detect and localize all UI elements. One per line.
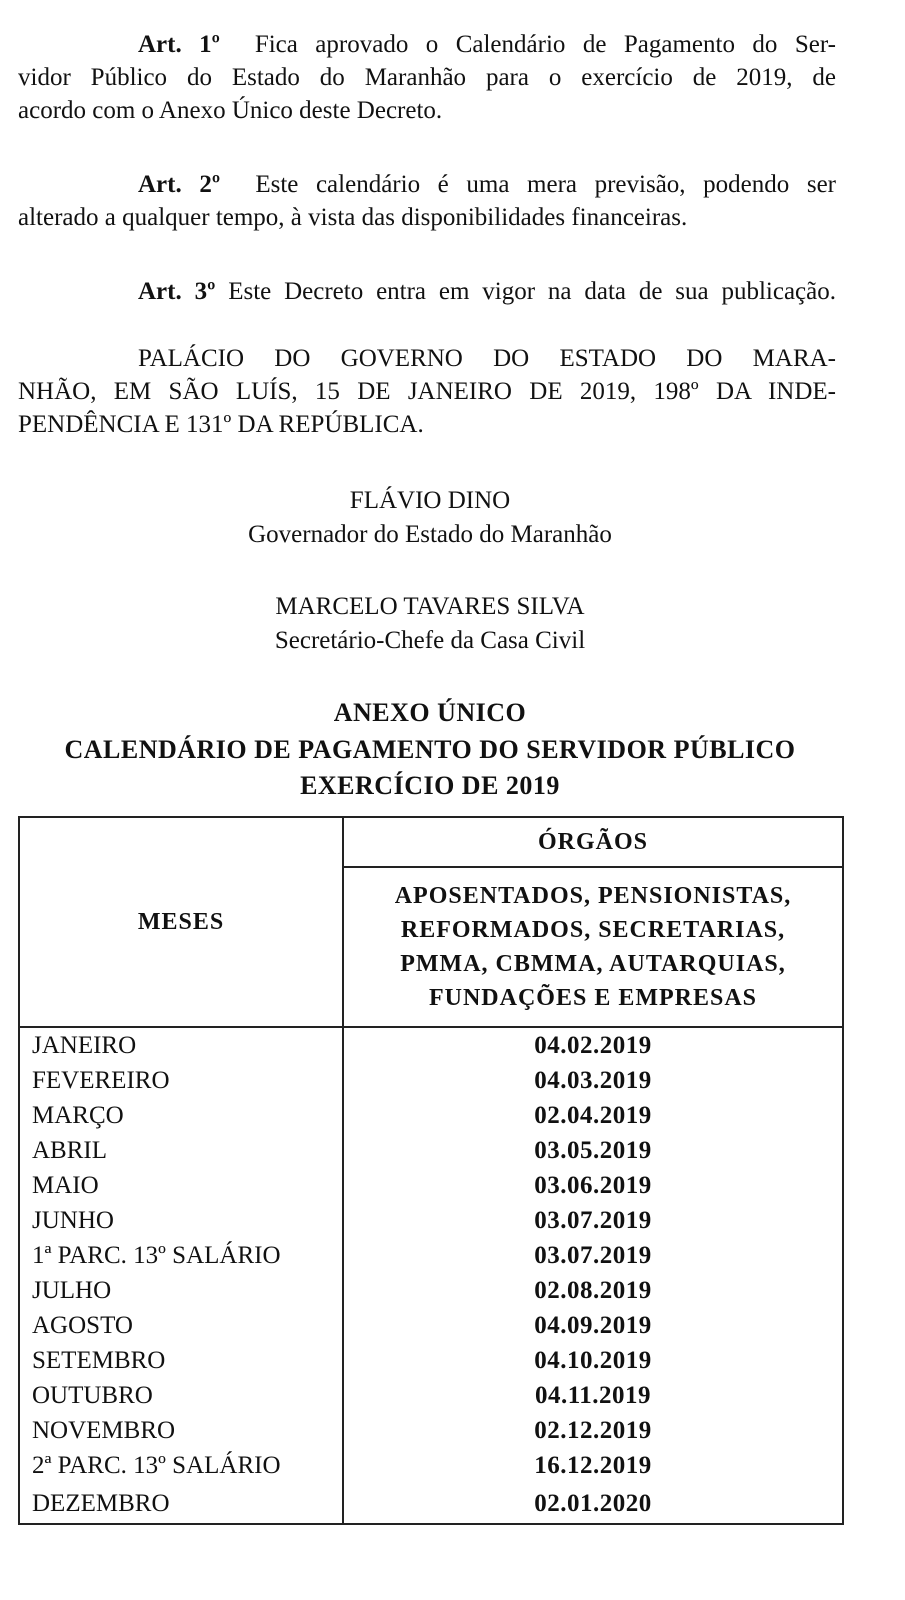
row-month: JUNHO (19, 1203, 343, 1238)
column-header-line-4: FUNDAÇÕES E EMPRESAS (428, 985, 758, 1011)
table-row (19, 1238, 843, 1273)
signature-governor-name: FLÁVIO DINO (349, 487, 511, 514)
row-date: 03.07.2019 (343, 1238, 843, 1273)
annex-year: EXERCÍCIO DE 2019 (300, 771, 560, 800)
row-date: 04.09.2019 (343, 1308, 843, 1343)
article-1-label: Art. 1º (138, 31, 220, 58)
column-header-line-3: PMMA, CBMMA, AUTARQUIAS, (400, 951, 786, 977)
table-row (19, 1308, 843, 1343)
article-2-label: Art. 2º (138, 171, 221, 198)
article-3 (18, 275, 836, 308)
table-row (19, 1027, 843, 1063)
row-month: JULHO (19, 1273, 343, 1308)
row-date: 02.04.2019 (343, 1098, 843, 1133)
table-row (19, 1203, 843, 1238)
row-month: ABRIL (19, 1133, 343, 1168)
article-3-text-1: Este Decreto entra em vigor na data de sua publicação. (228, 278, 837, 305)
article-1 (18, 28, 836, 127)
table-row (19, 1343, 843, 1378)
table-row (19, 1273, 843, 1308)
row-date: 02.01.2020 (343, 1483, 843, 1524)
row-month: MAIO (19, 1168, 343, 1203)
article-2-text-1: Este calendário é uma mera previsão, podendo ser (255, 171, 837, 198)
payment-calendar-table (18, 816, 844, 1525)
row-date: 16.12.2019 (343, 1448, 843, 1483)
row-date: 02.12.2019 (343, 1413, 843, 1448)
article-2-line-2: alterado a qualquer tempo, à vista das disponibilidades financeiras. (18, 204, 688, 231)
table-row (19, 1413, 843, 1448)
table-row (19, 1168, 843, 1203)
row-month: OUTUBRO (19, 1378, 343, 1413)
article-1-line-3: acordo com o Anexo Único deste Decreto. (18, 97, 443, 124)
article-3-line-1 (18, 275, 836, 308)
annex-subtitle: CALENDÁRIO DE PAGAMENTO DO SERVIDOR PÚBLICO (64, 735, 796, 764)
meses-header: MESES (19, 817, 343, 1027)
row-date: 03.06.2019 (343, 1168, 843, 1203)
row-month: JANEIRO (19, 1027, 343, 1063)
table-row (19, 1133, 843, 1168)
row-month: FEVEREIRO (19, 1063, 343, 1098)
article-1-line-2: vidor Público do Estado do Maranhão para o exercício de 2019, de (18, 64, 836, 91)
article-1-text-1: Fica aprovado o Calendário de Pagamento do Ser- (254, 31, 836, 58)
table-row (19, 1063, 843, 1098)
row-date: 03.07.2019 (343, 1203, 843, 1238)
signature-secretary-name: MARCELO TAVARES SILVA (275, 593, 585, 620)
column-header (343, 867, 843, 1027)
row-date: 04.11.2019 (343, 1378, 843, 1413)
row-month: 2ª PARC. 13º SALÁRIO (19, 1448, 343, 1483)
row-date: 04.10.2019 (343, 1343, 843, 1378)
table-row (19, 1483, 843, 1524)
annex-title: ANEXO ÚNICO (333, 698, 527, 727)
column-header-line-1: APOSENTADOS, PENSIONISTAS, (394, 883, 792, 909)
row-month: 1ª PARC. 13º SALÁRIO (19, 1238, 343, 1273)
signature-governor-role: Governador do Estado do Maranhão (248, 521, 612, 548)
row-date: 03.05.2019 (343, 1133, 843, 1168)
row-date: 04.02.2019 (343, 1027, 843, 1063)
table-body (19, 1027, 843, 1524)
column-header-line-2: REFORMADOS, SECRETARIAS, (400, 917, 786, 943)
row-month: DEZEMBRO (19, 1483, 343, 1524)
palacio-paragraph (18, 342, 836, 441)
row-month: AGOSTO (19, 1308, 343, 1343)
row-date: 04.03.2019 (343, 1063, 843, 1098)
row-date: 02.08.2019 (343, 1273, 843, 1308)
article-2 (18, 168, 836, 234)
table-row (19, 1378, 843, 1413)
orgaos-header: ÓRGÃOS (343, 817, 843, 867)
article-3-label: Art. 3º (138, 278, 216, 305)
table-row (19, 1448, 843, 1483)
palacio-line-3: PENDÊNCIA E 131º DA REPÚBLICA. (18, 411, 424, 438)
row-month: NOVEMBRO (19, 1413, 343, 1448)
signature-secretary-role: Secretário-Chefe da Casa Civil (274, 627, 586, 654)
table-row (19, 1098, 843, 1133)
row-month: SETEMBRO (19, 1343, 343, 1378)
palacio-line-2: NHÃO, EM SÃO LUÍS, 15 DE JANEIRO DE 2019, 198º DA INDE- (18, 378, 836, 405)
article-1-line-1 (18, 28, 836, 61)
palacio-line-1: PALÁCIO DO GOVERNO DO ESTADO DO MARA- (138, 345, 836, 372)
row-month: MARÇO (19, 1098, 343, 1133)
article-2-line-1 (18, 168, 836, 201)
